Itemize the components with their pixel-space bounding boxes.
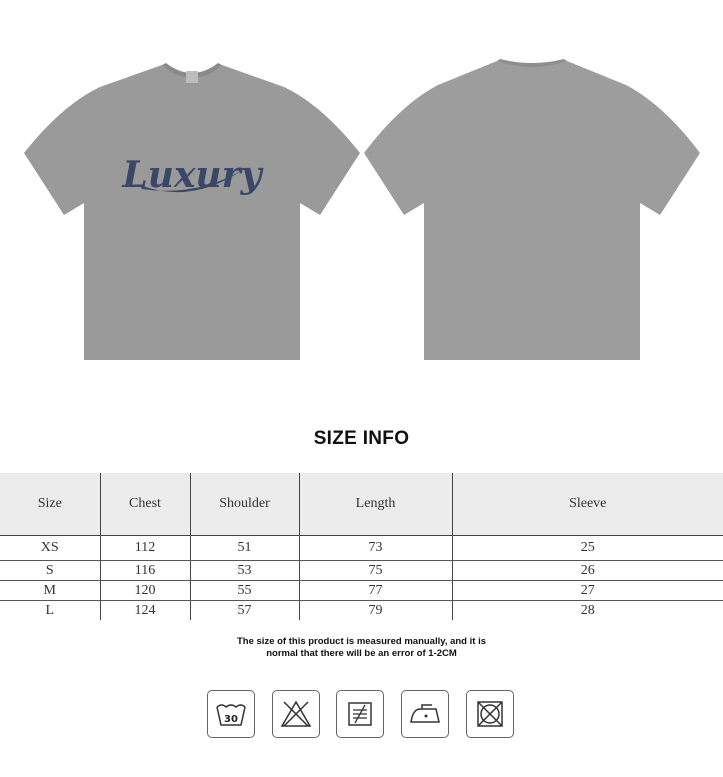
wash-30-icon [207,690,255,738]
header-sleeve: Sleeve [452,473,723,536]
cell-chest: 116 [100,561,190,581]
cell-chest: 120 [100,581,190,601]
cell-size: M [0,581,100,601]
measurement-note [0,636,723,660]
cell-chest: 124 [100,601,190,621]
cell-shoulder: 55 [190,581,299,601]
cell-shoulder: 53 [190,561,299,581]
cell-sleeve: 27 [452,581,723,601]
header-length: Length [299,473,452,536]
cell-length: 77 [299,581,452,601]
wash-temp-label: 30 [224,714,238,725]
cell-sleeve: 26 [452,561,723,581]
do-not-bleach-icon [272,690,320,738]
size-info-title: SIZE INFO [313,428,410,449]
cell-chest: 112 [100,536,190,561]
cell-length: 79 [299,601,452,621]
table-header-row [0,473,723,536]
header-shoulder: Shoulder [190,473,299,536]
note-line-2: normal that there will be an error of 1-2CM [266,648,457,659]
cell-size: L [45,603,55,618]
header-size: Size [0,473,100,536]
size-table [0,473,723,620]
cell-size: XS [0,536,100,561]
header-chest: Chest [100,473,190,536]
table-row [0,561,723,581]
cell-shoulder: 51 [190,536,299,561]
tshirt-front-image [22,57,362,362]
tshirt-back-image [362,55,702,362]
table-row [0,581,723,601]
dry-flat-icon [336,690,384,738]
table-row [0,536,723,561]
cell-size: S [0,561,100,581]
cell-length: 75 [299,561,452,581]
cell-sleeve: 28 [452,601,723,621]
cell-length: 73 [299,536,452,561]
cell-shoulder: 57 [190,601,299,621]
table-row [0,601,723,621]
iron-low-icon [401,690,449,738]
cell-sleeve: 25 [452,536,723,561]
do-not-tumble-dry-icon [466,690,514,738]
note-line-1: The size of this product is measured manually, and it is [237,636,486,647]
print-text: Luxury [122,154,262,196]
